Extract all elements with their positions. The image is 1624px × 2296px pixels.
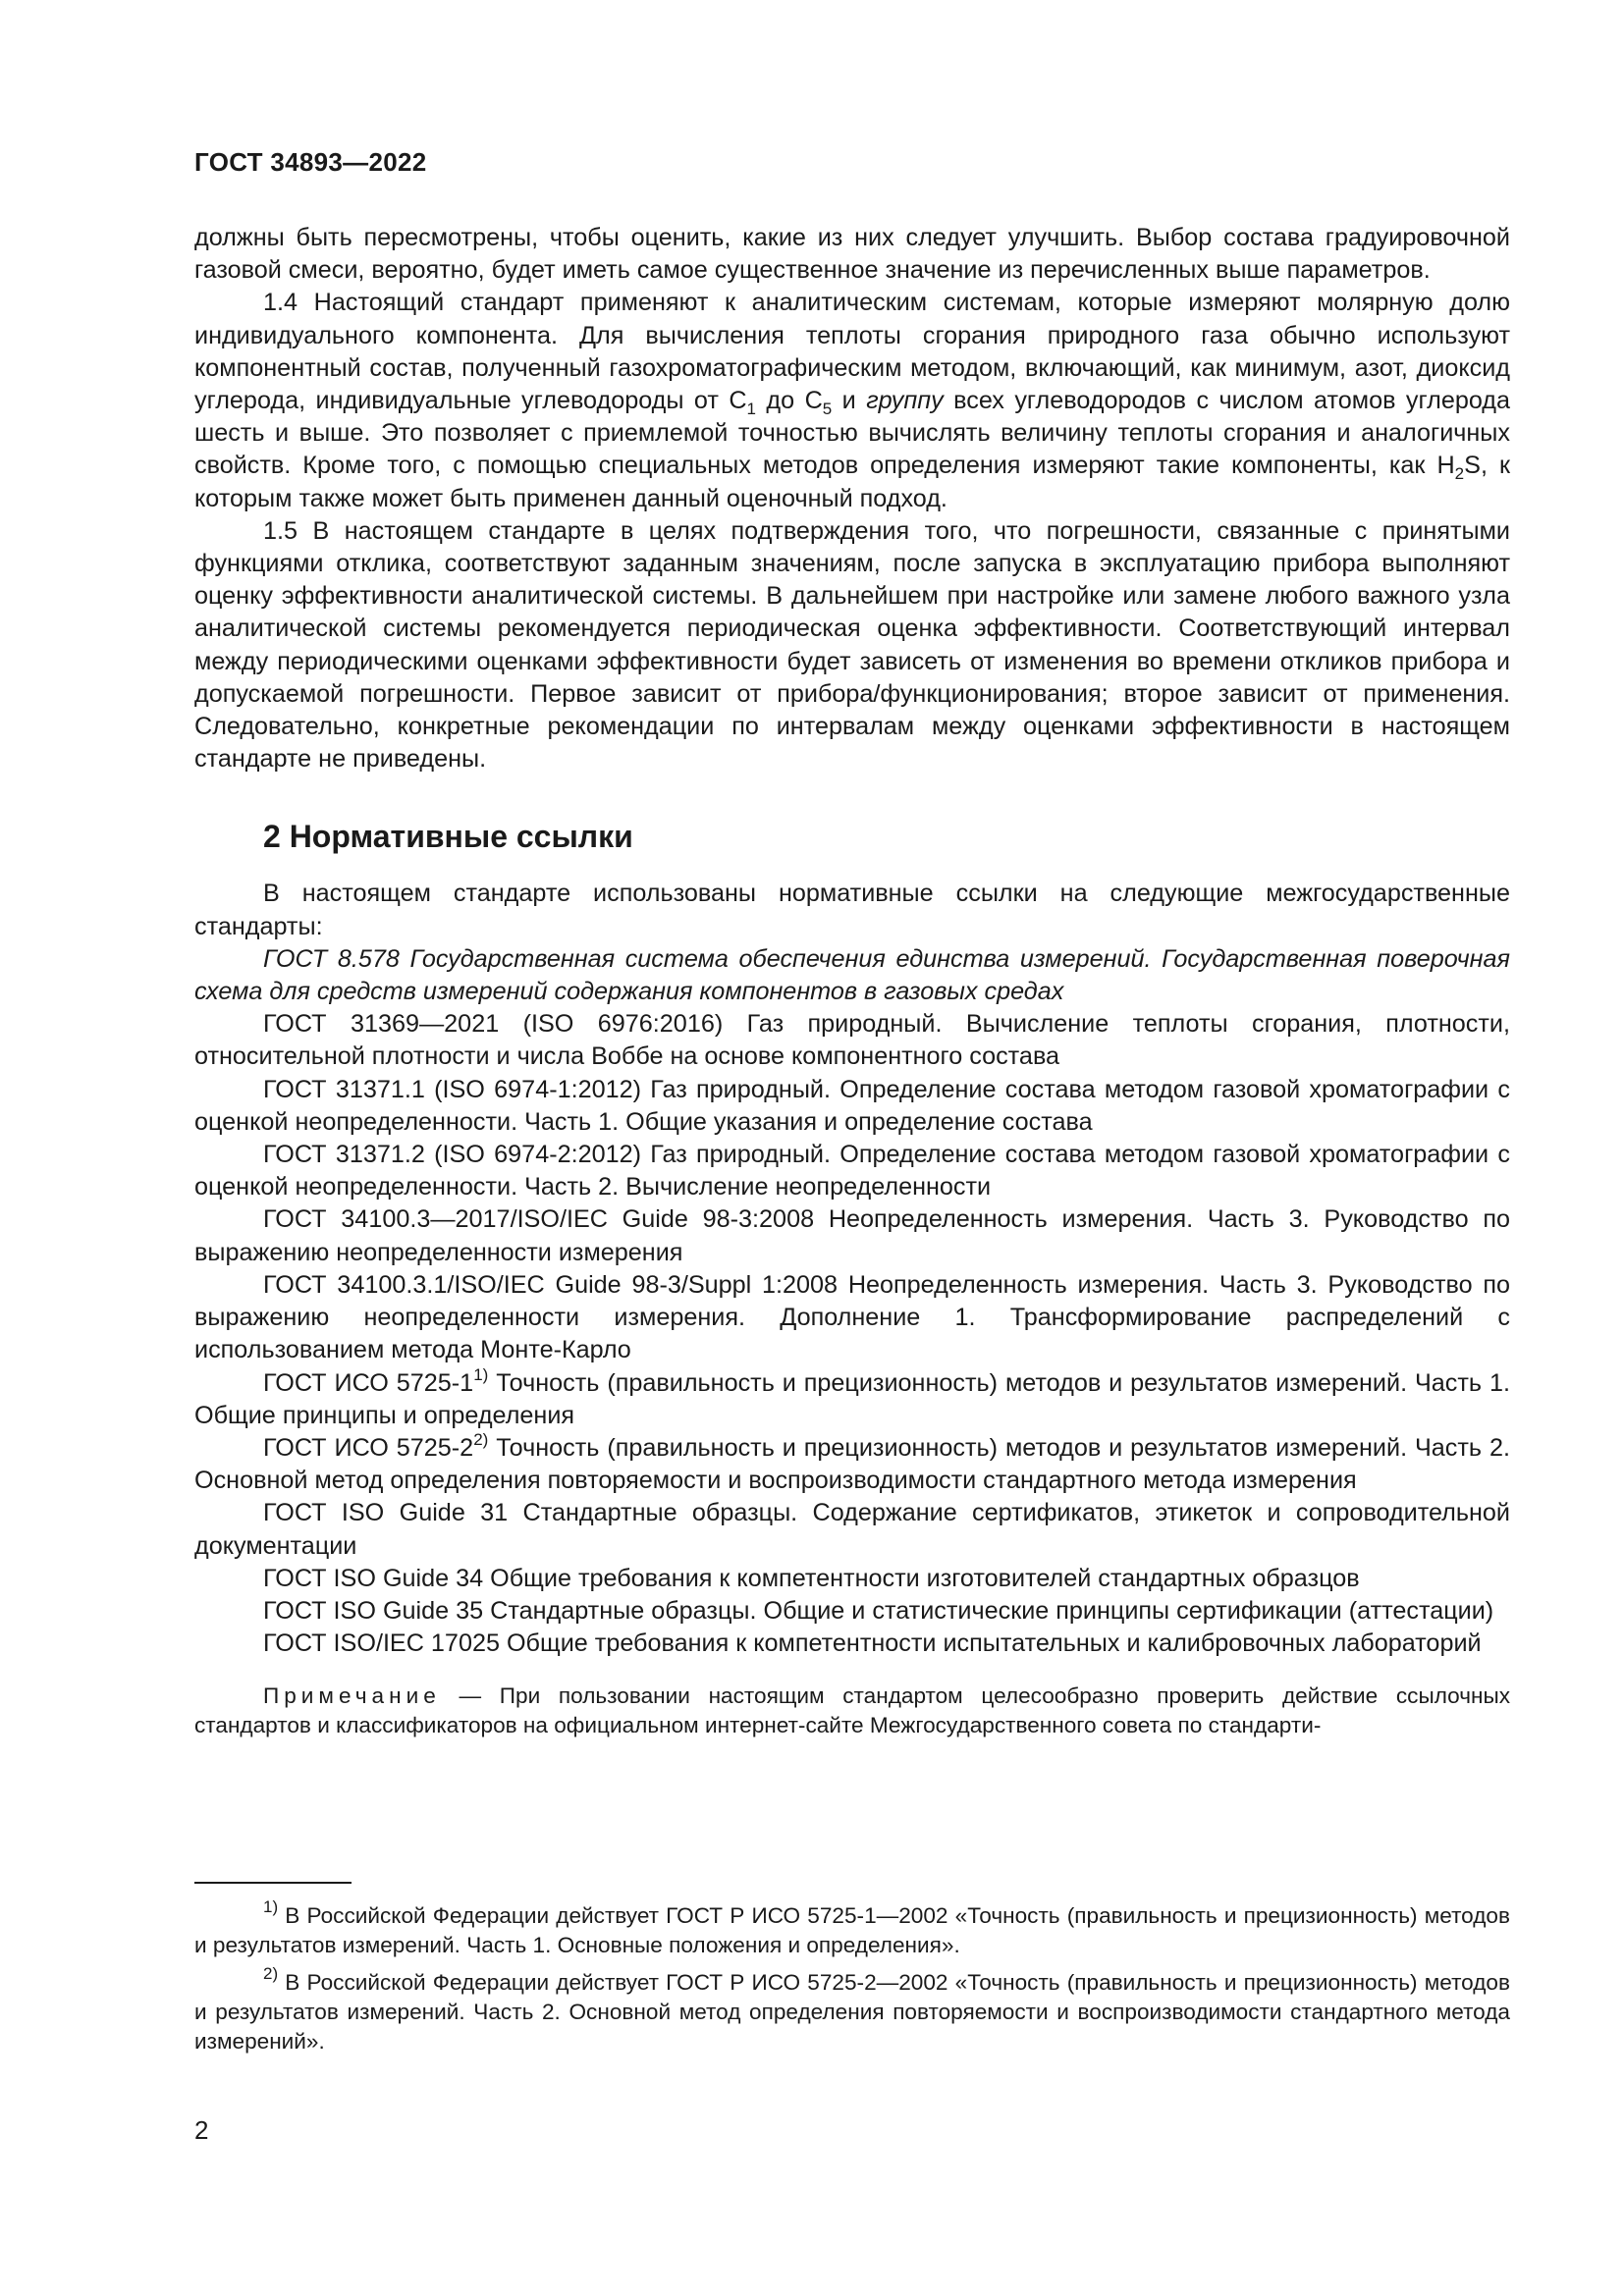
footnote-ref[interactable]: 2): [473, 1429, 489, 1449]
reference-item: ГОСТ 31369—2021 (ISO 6976:2016) Газ природный. Вычисление теплоты сгорания, плотности, относительной плотности и числа Воббе на основе компонентного состава: [194, 1010, 1510, 1071]
paragraph-continuation: должны быть пересмотрены, чтобы оценить, какие из них следует улучшить. Выбор состава градуировочной газовой смеси, вероятно, будет иметь самое существенное значение из перечисленных выше параметров.: [194, 224, 1510, 285]
footnote-ref[interactable]: 1): [473, 1364, 489, 1384]
reference-item: ГОСТ ISO Guide 34 Общие требования к компетентности изготовителей стандартных образцов: [263, 1564, 1360, 1592]
reference-item: ГОСТ 34100.3.1/ISO/IEC Guide 98-3/Suppl 1:2008 Неопределенность измерения. Часть 3. Руководство по выражению неопределенности измерения. Дополнение 1. Трансформирование распределений с использованием метода Монте-Карло: [194, 1270, 1510, 1364]
section-intro: В настоящем стандарте использованы нормативные ссылки на следующие межгосударственные стандарты:: [194, 880, 1510, 940]
reference-item: ГОСТ ISO Guide 31 Стандартные образцы. Содержание сертификатов, этикеток и сопроводительной документации: [194, 1499, 1510, 1560]
reference-item: ГОСТ ISO/IEC 17025 Общие требования к компетентности испытательных и калибровочных лабораторий: [263, 1629, 1482, 1658]
reference-item: ГОСТ ИСО 5725-1$^{1)}$ Точность (правильность и прецизионность) методов и результатов измерений. Часть 1. Общие принципы и определения: [194, 1364, 1510, 1429]
reference-item: ГОСТ ISO Guide 35 Стандартные образцы. Общие и статистические принципы сертификации (аттестации): [263, 1596, 1494, 1625]
reference-item: ГОСТ 8.578 Государственная система обеспечения единства измерений. Государственная поверочная схема для средств измерений содержания компонентов в газовых средах: [194, 944, 1510, 1006]
footnote-divider: [194, 1882, 352, 1884]
footnote-2: $^{2)}$ В Российской Федерации действует ГОСТ Р ИСО 5725-2—2002 «Точность (правильность и прецизионность) методов и результатов измерений. Часть 2. Основной метод определения повторяемости и воспроизводимости стандартного метода измерений».: [194, 1964, 1510, 2054]
note-label: Примечание: [263, 1683, 441, 1709]
paragraph-1-5: 1.5 В настоящем стандарте в целях подтверждения того, что погрешности, связанные с принятыми функциями отклика, соответствуют заданным значениям, после запуска в эксплуатацию прибора выполняют оценку эффективности аналитической системы. В дальнейшем при настройке или замене любого важного узла аналитической системы рекомендуется периодическая оценка эффективности. Соответствующий интервал между периодическими оценками эффективности будет зависеть от изменения во времени откликов прибора и допускаемой погрешности. Первое зависит от прибора/функционирования; второе зависит от применения. Следовательно, конкретные рекомендации по интервалам между оценками эффективности в настоящем стандарте не приведены.: [194, 516, 1510, 774]
paragraph-1-4: 1.4 Настоящий стандарт применяют к аналитическим системам, которые измеряют молярную долю индивидуального компонента. Для вычисления теплоты сгорания природного газа обычно используют компонентный состав, полученный газохроматографическим методом, включающий, как минимум, азот, диоксид углерода, индивидуальные углеводороды от $C_1$ до $C_5$ и группу всех углеводородов с числом атомов углерода шесть и выше. Это позволяет с приемлемой точностью вычислять величину теплоты сгорания и аналогичных свойств. Кроме того, с помощью специальных методов определения измеряют такие компоненты, как $H_2S$, к которым также может быть применен данный оценочный подход.: [194, 289, 1510, 512]
reference-item: ГОСТ 31371.2 (ISO 6974-2:2012) Газ природный. Определение состава методом газовой хроматографии с оценкой неопределенности. Часть 2. Вычисление неопределенности: [194, 1141, 1510, 1201]
page-number: 2: [194, 2115, 209, 2145]
footnotes: [194, 1897, 1510, 2064]
document-header: ГОСТ 34893—2022: [194, 147, 427, 177]
note: Примечание — При пользовании настоящим стандартом целесообразно проверить действие ссылочных стандартов и классификаторов на официальном интернет-сайте Межгосударственного совета по стандарти-: [194, 1683, 1510, 1738]
document-body: [194, 222, 1510, 1740]
reference-item: ГОСТ ИСО 5725-2$^{2)}$ Точность (правильность и прецизионность) методов и результатов измерений. Часть 2. Основной метод определения повторяемости и воспроизводимости стандартного метода измерения: [194, 1429, 1510, 1495]
footnote-1: $^{1)}$ В Российской Федерации действует ГОСТ Р ИСО 5725-1—2002 «Точность (правильность и прецизионность) методов и результатов измерений. Часть 1. Основные положения и определения».: [194, 1897, 1510, 1957]
section-title: 2 Нормативные ссылки: [263, 819, 633, 855]
reference-item: ГОСТ 31371.1 (ISO 6974-1:2012) Газ природный. Определение состава методом газовой хроматографии с оценкой неопределенности. Часть 1. Общие указания и определение состава: [194, 1075, 1510, 1136]
reference-item: ГОСТ 34100.3—2017/ISO/IEC Guide 98-3:2008 Неопределенность измерения. Часть 3. Руководство по выражению неопределенности измерения: [194, 1205, 1510, 1266]
